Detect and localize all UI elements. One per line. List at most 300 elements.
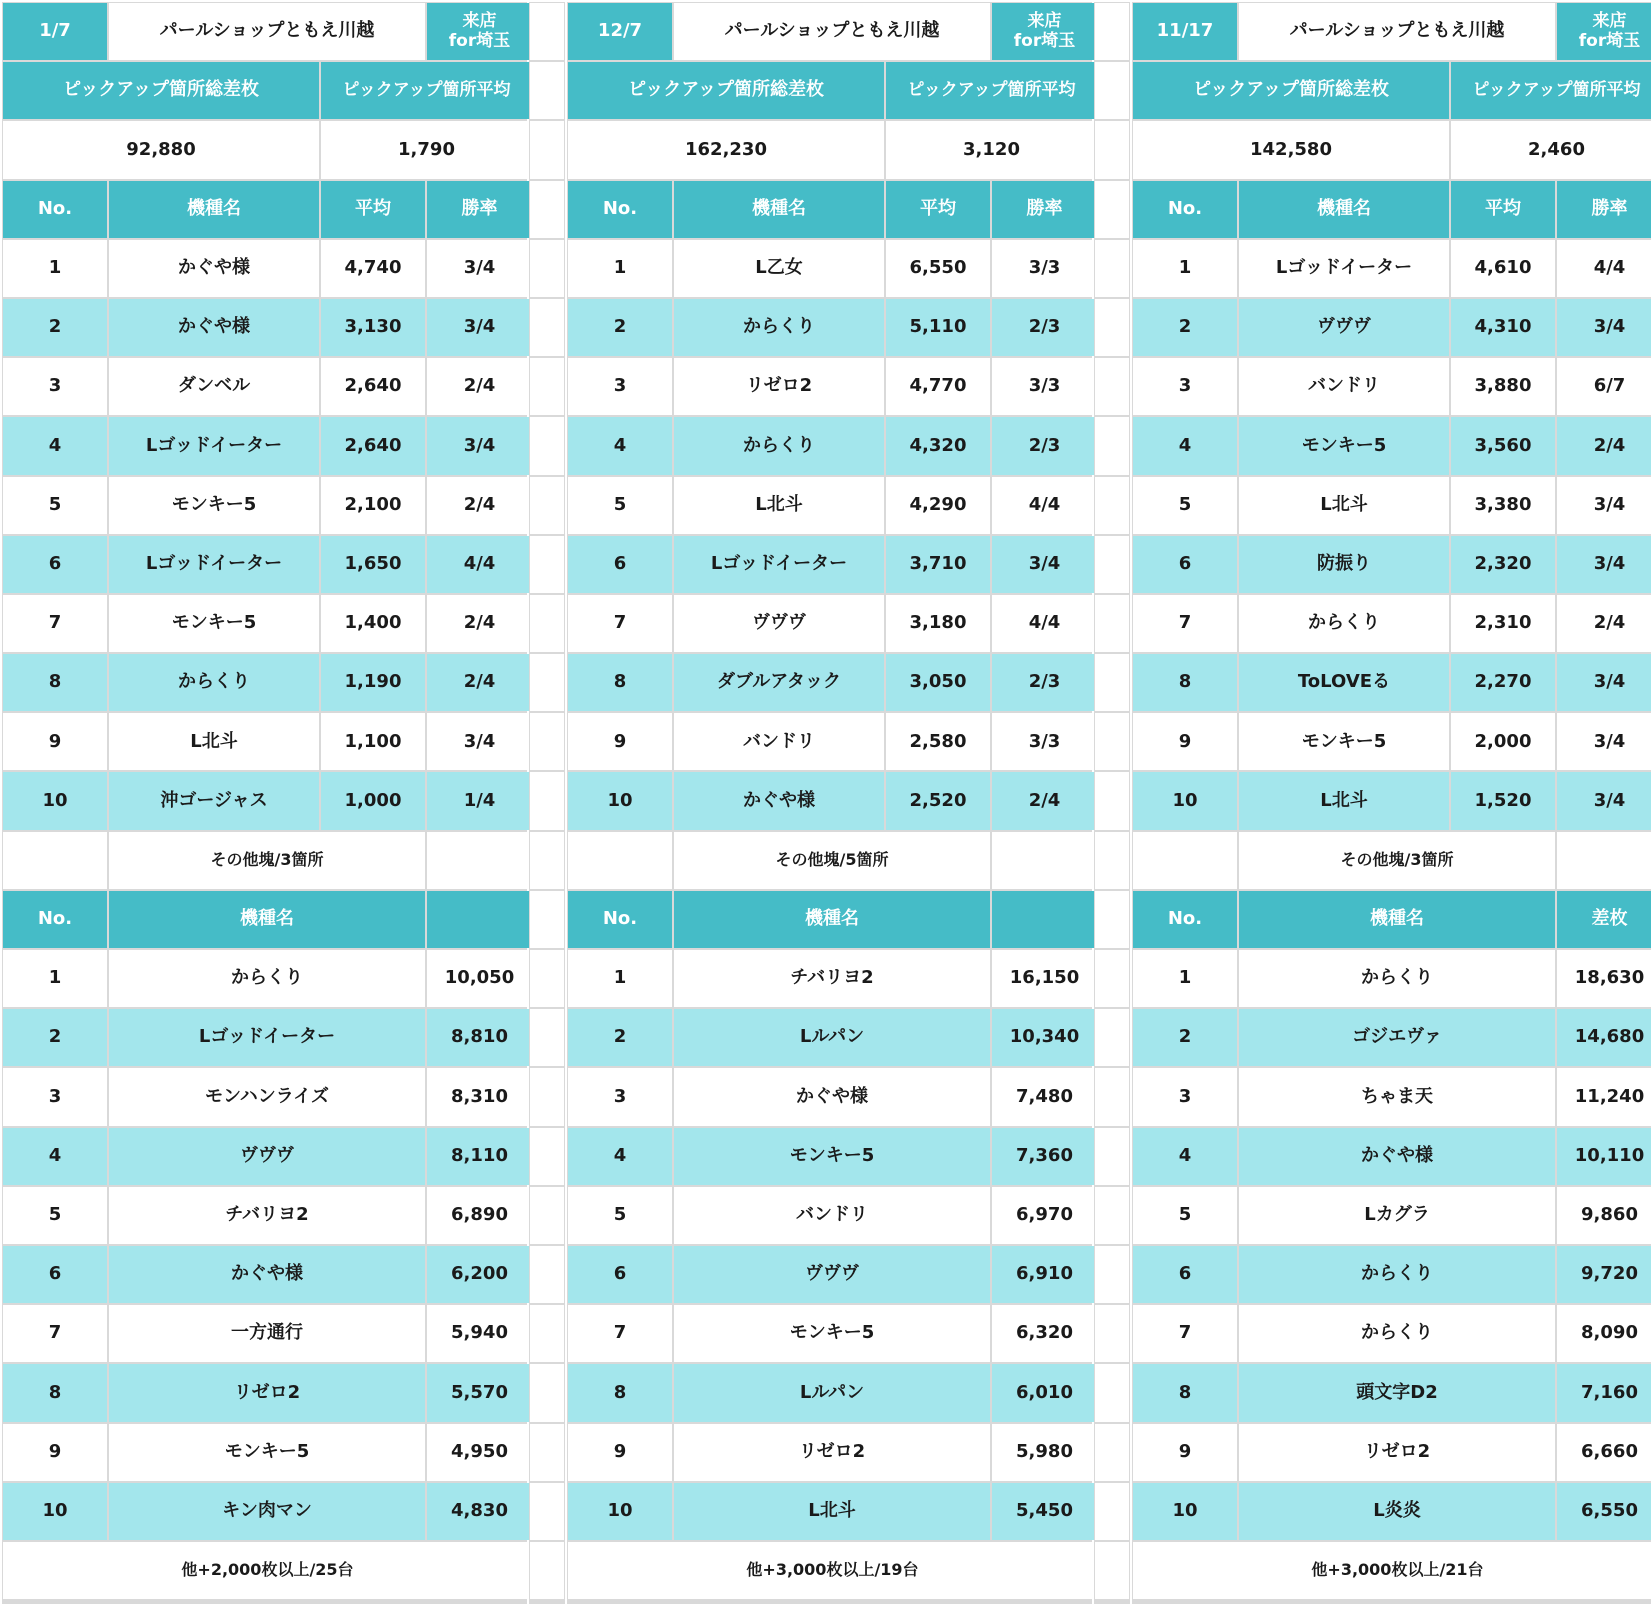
separator-cell	[530, 891, 564, 948]
footer-note: 他+2,000枚以上/25台	[3, 1542, 532, 1599]
machine-diff: 6,910	[992, 1246, 1097, 1303]
separator-cell	[1095, 1305, 1129, 1362]
col-header-avg: 平均	[1451, 181, 1555, 238]
machine-model: 一方通行	[109, 1305, 425, 1362]
ranking-model: かぐや様	[674, 772, 884, 829]
separator-cell	[530, 121, 564, 178]
ranking-model: Lゴッドイーター	[1239, 240, 1449, 297]
blank-cell	[1133, 832, 1237, 889]
col2-header-no: No.	[1133, 891, 1237, 948]
ranking-model: L北斗	[1239, 772, 1449, 829]
col2-header-no: No.	[568, 891, 672, 948]
machine-diff: 6,970	[992, 1187, 1097, 1244]
ranking-avg: 4,310	[1451, 299, 1555, 356]
machine-model: からくり	[1239, 950, 1555, 1007]
ranking-model: かぐや様	[109, 299, 319, 356]
machine-no: 6	[3, 1246, 107, 1303]
ranking-model: かぐや様	[109, 240, 319, 297]
col-header-win: 勝率	[1557, 181, 1651, 238]
ranking-no: 1	[1133, 240, 1237, 297]
machine-diff: 5,450	[992, 1483, 1097, 1540]
machine-no: 3	[3, 1068, 107, 1125]
ranking-model: からくり	[674, 299, 884, 356]
ranking-no: 3	[1133, 358, 1237, 415]
ranking-model: ダブルアタック	[674, 654, 884, 711]
ranking-no: 8	[568, 654, 672, 711]
machine-diff: 14,680	[1557, 1009, 1651, 1066]
ranking-no: 3	[3, 358, 107, 415]
ranking-model: Lゴッドイーター	[109, 536, 319, 593]
other-blocks-note: その他塊/3箇所	[1239, 832, 1555, 889]
machine-model: リゼロ2	[674, 1424, 990, 1481]
date-cell: 11/17	[1133, 3, 1237, 60]
separator-cell	[530, 240, 564, 297]
separator-cell	[1095, 417, 1129, 474]
ranking-no: 2	[568, 299, 672, 356]
ranking-no: 6	[3, 536, 107, 593]
ranking-avg: 4,320	[886, 417, 990, 474]
store-name: パールショップともえ川越	[1239, 3, 1555, 60]
ranking-no: 1	[568, 240, 672, 297]
separator-cell	[530, 3, 564, 60]
machine-model: Lルパン	[674, 1009, 990, 1066]
machine-no: 9	[3, 1424, 107, 1481]
ranking-model: モンキー5	[1239, 713, 1449, 770]
pickup-avg-value: 3,120	[886, 121, 1097, 178]
date-cell: 12/7	[568, 3, 672, 60]
machine-no: 8	[568, 1364, 672, 1421]
ranking-win: 2/3	[992, 417, 1097, 474]
ranking-no: 8	[1133, 654, 1237, 711]
ranking-win: 3/4	[1557, 299, 1651, 356]
ranking-avg: 3,130	[321, 299, 425, 356]
ranking-avg: 1,400	[321, 595, 425, 652]
blank-cell	[427, 832, 532, 889]
ranking-win: 3/3	[992, 240, 1097, 297]
machine-no: 4	[3, 1128, 107, 1185]
ranking-avg: 2,100	[321, 477, 425, 534]
other-blocks-note: その他塊/3箇所	[109, 832, 425, 889]
ranking-no: 4	[568, 417, 672, 474]
ranking-avg: 1,520	[1451, 772, 1555, 829]
footer-note: 他+3,000枚以上/19台	[568, 1542, 1097, 1599]
machine-diff: 8,110	[427, 1128, 532, 1185]
ranking-no: 10	[568, 772, 672, 829]
ranking-no: 7	[3, 595, 107, 652]
ranking-model: モンキー5	[109, 595, 319, 652]
col2-header-no: No.	[3, 891, 107, 948]
separator-cell	[530, 1483, 564, 1540]
col2-header-diff: 差枚	[1557, 891, 1651, 948]
separator-cell	[1095, 121, 1129, 178]
ranking-no: 10	[3, 772, 107, 829]
machine-diff: 10,340	[992, 1009, 1097, 1066]
ranking-avg: 4,740	[321, 240, 425, 297]
machine-no: 2	[568, 1009, 672, 1066]
separator-cell	[1095, 181, 1129, 238]
pickup-total-value: 162,230	[568, 121, 884, 178]
separator-cell	[1095, 1246, 1129, 1303]
separator-cell	[1095, 772, 1129, 829]
separator-cell	[530, 477, 564, 534]
machine-no: 8	[3, 1364, 107, 1421]
ranking-model: L北斗	[1239, 477, 1449, 534]
other-blocks-note: その他塊/5箇所	[674, 832, 990, 889]
machine-model: チバリヨ2	[674, 950, 990, 1007]
ranking-no: 3	[568, 358, 672, 415]
col-header-model: 機種名	[674, 181, 884, 238]
ranking-win: 6/7	[1557, 358, 1651, 415]
event-badge	[992, 3, 1097, 60]
machine-no: 5	[568, 1187, 672, 1244]
machine-model: モンキー5	[109, 1424, 425, 1481]
machine-diff: 6,890	[427, 1187, 532, 1244]
separator-cell	[530, 1246, 564, 1303]
separator-cell	[1095, 358, 1129, 415]
machine-model: かぐや様	[1239, 1128, 1555, 1185]
ranking-win: 1/4	[427, 772, 532, 829]
machine-model: L炎炎	[1239, 1483, 1555, 1540]
pickup-total-value: 92,880	[3, 121, 319, 178]
machine-model: モンハンライズ	[109, 1068, 425, 1125]
ranking-no: 6	[1133, 536, 1237, 593]
ranking-no: 5	[1133, 477, 1237, 534]
machine-model: モンキー5	[674, 1305, 990, 1362]
ranking-model: バンドリ	[674, 713, 884, 770]
separator-cell	[530, 1068, 564, 1125]
machine-model: ちゃま天	[1239, 1068, 1555, 1125]
ranking-model: からくり	[674, 417, 884, 474]
separator-cell	[530, 1542, 564, 1599]
ranking-avg: 3,380	[1451, 477, 1555, 534]
machine-no: 9	[1133, 1424, 1237, 1481]
machine-no: 8	[1133, 1364, 1237, 1421]
ranking-no: 4	[3, 417, 107, 474]
separator-cell	[530, 1424, 564, 1481]
machine-no: 9	[568, 1424, 672, 1481]
pickup-total-label: ピックアップ箇所総差枚	[568, 62, 884, 119]
ranking-avg: 4,770	[886, 358, 990, 415]
ranking-win: 3/4	[1557, 536, 1651, 593]
machine-no: 1	[1133, 950, 1237, 1007]
machine-diff: 8,090	[1557, 1305, 1651, 1362]
separator-cell	[530, 1128, 564, 1185]
col-header-model: 機種名	[1239, 181, 1449, 238]
ranking-win: 2/4	[427, 595, 532, 652]
separator-cell	[1095, 62, 1129, 119]
machine-diff: 6,010	[992, 1364, 1097, 1421]
ranking-win: 3/4	[1557, 477, 1651, 534]
ranking-model: ヴヴヴ	[674, 595, 884, 652]
separator-cell	[530, 950, 564, 1007]
ranking-model: からくり	[109, 654, 319, 711]
machine-no: 3	[1133, 1068, 1237, 1125]
machine-diff: 5,570	[427, 1364, 532, 1421]
ranking-no: 1	[3, 240, 107, 297]
ranking-avg: 2,270	[1451, 654, 1555, 711]
machine-model: Lルパン	[674, 1364, 990, 1421]
ranking-no: 7	[568, 595, 672, 652]
ranking-win: 3/4	[427, 417, 532, 474]
ranking-avg: 2,640	[321, 358, 425, 415]
separator-cell	[1095, 950, 1129, 1007]
ranking-no: 5	[3, 477, 107, 534]
ranking-avg: 3,880	[1451, 358, 1555, 415]
ranking-win: 2/3	[992, 299, 1097, 356]
panel-1	[2, 2, 527, 1604]
separator-cell	[1095, 832, 1129, 889]
ranking-win: 3/4	[1557, 772, 1651, 829]
machine-model: チバリヨ2	[109, 1187, 425, 1244]
separator-cell	[1095, 299, 1129, 356]
separator-cell	[1095, 713, 1129, 770]
ranking-no: 9	[1133, 713, 1237, 770]
machine-diff: 7,480	[992, 1068, 1097, 1125]
event-line-2: for埼玉	[1013, 30, 1076, 51]
pickup-avg-label: ピックアップ箇所平均	[321, 62, 532, 119]
machine-no: 10	[568, 1483, 672, 1540]
ranking-avg: 2,310	[1451, 595, 1555, 652]
ranking-win: 3/4	[427, 713, 532, 770]
ranking-no: 10	[1133, 772, 1237, 829]
pickup-avg-label: ピックアップ箇所平均	[886, 62, 1097, 119]
separator-cell	[1095, 891, 1129, 948]
col2-header-diff	[992, 891, 1097, 948]
event-line-1: 来店	[462, 11, 497, 32]
separator-cell	[530, 299, 564, 356]
ranking-win: 3/4	[1557, 713, 1651, 770]
ranking-win: 3/4	[427, 299, 532, 356]
ranking-model: ToLOVEる	[1239, 654, 1449, 711]
machine-diff: 5,940	[427, 1305, 532, 1362]
event-line-1: 来店	[1592, 11, 1627, 32]
ranking-model: L北斗	[674, 477, 884, 534]
ranking-win: 3/4	[992, 536, 1097, 593]
ranking-avg: 1,100	[321, 713, 425, 770]
machine-diff: 10,110	[1557, 1128, 1651, 1185]
machine-no: 6	[568, 1246, 672, 1303]
separator-cell	[530, 417, 564, 474]
col-header-no: No.	[3, 181, 107, 238]
machine-model: L北斗	[674, 1483, 990, 1540]
ranking-avg: 4,610	[1451, 240, 1555, 297]
blank-cell	[568, 832, 672, 889]
machine-model: ヴヴヴ	[674, 1246, 990, 1303]
ranking-avg: 6,550	[886, 240, 990, 297]
machine-no: 7	[1133, 1305, 1237, 1362]
ranking-model: ヴヴヴ	[1239, 299, 1449, 356]
separator-cell	[1095, 1128, 1129, 1185]
separator-cell	[1095, 240, 1129, 297]
pickup-total-label: ピックアップ箇所総差枚	[1133, 62, 1449, 119]
machine-model: ヴヴヴ	[109, 1128, 425, 1185]
separator-1	[529, 2, 565, 1604]
ranking-win: 2/4	[1557, 595, 1651, 652]
ranking-avg: 2,320	[1451, 536, 1555, 593]
machine-model: からくり	[1239, 1246, 1555, 1303]
separator-cell	[530, 62, 564, 119]
machine-diff: 11,240	[1557, 1068, 1651, 1125]
machine-no: 2	[3, 1009, 107, 1066]
machine-model: かぐや様	[674, 1068, 990, 1125]
ranking-avg: 2,000	[1451, 713, 1555, 770]
separator-cell	[530, 1305, 564, 1362]
ranking-model: ダンベル	[109, 358, 319, 415]
store-name: パールショップともえ川越	[674, 3, 990, 60]
col-header-avg: 平均	[886, 181, 990, 238]
ranking-win: 4/4	[992, 477, 1097, 534]
separator-cell	[1095, 1187, 1129, 1244]
machine-model: ゴジエヴァ	[1239, 1009, 1555, 1066]
pickup-avg-label: ピックアップ箇所平均	[1451, 62, 1651, 119]
ranking-avg: 3,180	[886, 595, 990, 652]
ranking-no: 2	[3, 299, 107, 356]
machine-model: からくり	[1239, 1305, 1555, 1362]
ranking-avg: 2,520	[886, 772, 990, 829]
pickup-avg-value: 1,790	[321, 121, 532, 178]
machine-diff: 4,830	[427, 1483, 532, 1540]
ranking-no: 6	[568, 536, 672, 593]
ranking-model: バンドリ	[1239, 358, 1449, 415]
col2-header-model: 機種名	[674, 891, 990, 948]
machine-no: 7	[3, 1305, 107, 1362]
machine-diff: 6,200	[427, 1246, 532, 1303]
separator-cell	[530, 181, 564, 238]
ranking-model: モンキー5	[109, 477, 319, 534]
ranking-avg: 2,640	[321, 417, 425, 474]
machine-no: 7	[568, 1305, 672, 1362]
blank-cell	[1557, 832, 1651, 889]
separator-cell	[530, 832, 564, 889]
ranking-model: Lゴッドイーター	[109, 417, 319, 474]
ranking-win: 4/4	[1557, 240, 1651, 297]
separator-cell	[1095, 1068, 1129, 1125]
separator-cell	[530, 713, 564, 770]
ranking-no: 8	[3, 654, 107, 711]
machine-model: Lカグラ	[1239, 1187, 1555, 1244]
ranking-avg: 1,650	[321, 536, 425, 593]
col2-header-model: 機種名	[109, 891, 425, 948]
machine-diff: 6,660	[1557, 1424, 1651, 1481]
ranking-avg: 3,710	[886, 536, 990, 593]
machine-no: 3	[568, 1068, 672, 1125]
separator-cell	[530, 358, 564, 415]
ranking-model: 防振り	[1239, 536, 1449, 593]
event-badge	[427, 3, 532, 60]
machine-no: 5	[1133, 1187, 1237, 1244]
ranking-no: 9	[3, 713, 107, 770]
machine-diff: 8,810	[427, 1009, 532, 1066]
ranking-win: 3/3	[992, 358, 1097, 415]
separator-cell	[530, 1364, 564, 1421]
machine-diff: 6,320	[992, 1305, 1097, 1362]
machine-model: かぐや様	[109, 1246, 425, 1303]
machine-diff: 6,550	[1557, 1483, 1651, 1540]
separator-cell	[1095, 1483, 1129, 1540]
ranking-no: 4	[1133, 417, 1237, 474]
pickup-total-value: 142,580	[1133, 121, 1449, 178]
separator-cell	[530, 595, 564, 652]
col-header-win: 勝率	[992, 181, 1097, 238]
ranking-win: 3/3	[992, 713, 1097, 770]
machine-diff: 7,360	[992, 1128, 1097, 1185]
separator-cell	[1095, 536, 1129, 593]
machine-model: モンキー5	[674, 1128, 990, 1185]
ranking-win: 4/4	[992, 595, 1097, 652]
machine-diff: 16,150	[992, 950, 1097, 1007]
ranking-avg: 1,190	[321, 654, 425, 711]
ranking-model: Lゴッドイーター	[674, 536, 884, 593]
col-header-win: 勝率	[427, 181, 532, 238]
machine-no: 10	[1133, 1483, 1237, 1540]
ranking-avg: 1,000	[321, 772, 425, 829]
separator-cell	[530, 1009, 564, 1066]
machine-diff: 18,630	[1557, 950, 1651, 1007]
ranking-avg: 3,050	[886, 654, 990, 711]
col2-header-diff	[427, 891, 532, 948]
ranking-win: 2/4	[1557, 417, 1651, 474]
event-line-1: 来店	[1027, 11, 1062, 32]
separator-cell	[530, 1187, 564, 1244]
ranking-win: 2/4	[427, 358, 532, 415]
ranking-no: 2	[1133, 299, 1237, 356]
ranking-avg: 3,560	[1451, 417, 1555, 474]
panel-3	[1132, 2, 1651, 1604]
ranking-avg: 4,290	[886, 477, 990, 534]
col-header-avg: 平均	[321, 181, 425, 238]
ranking-model: L北斗	[109, 713, 319, 770]
ranking-win: 3/4	[1557, 654, 1651, 711]
separator-cell	[1095, 477, 1129, 534]
ranking-win: 2/4	[427, 477, 532, 534]
ranking-no: 5	[568, 477, 672, 534]
machine-diff: 10,050	[427, 950, 532, 1007]
panel-2	[567, 2, 1092, 1604]
ranking-model: 沖ゴージャス	[109, 772, 319, 829]
ranking-win: 2/3	[992, 654, 1097, 711]
event-line-2: for埼玉	[1578, 30, 1641, 51]
machine-diff: 9,860	[1557, 1187, 1651, 1244]
ranking-no: 9	[568, 713, 672, 770]
blank-cell	[992, 832, 1097, 889]
pickup-total-label: ピックアップ箇所総差枚	[3, 62, 319, 119]
machine-no: 2	[1133, 1009, 1237, 1066]
col-header-no: No.	[1133, 181, 1237, 238]
ranking-win: 2/4	[992, 772, 1097, 829]
machine-model: 頭文字D2	[1239, 1364, 1555, 1421]
separator-cell	[1095, 3, 1129, 60]
event-badge	[1557, 3, 1651, 60]
separator-cell	[1095, 1542, 1129, 1599]
ranking-win: 2/4	[427, 654, 532, 711]
machine-model: バンドリ	[674, 1187, 990, 1244]
ranking-no: 7	[1133, 595, 1237, 652]
event-line-2: for埼玉	[448, 30, 511, 51]
store-name: パールショップともえ川越	[109, 3, 425, 60]
ranking-avg: 2,580	[886, 713, 990, 770]
ranking-model: からくり	[1239, 595, 1449, 652]
machine-diff: 7,160	[1557, 1364, 1651, 1421]
machine-model: Lゴッドイーター	[109, 1009, 425, 1066]
machine-diff: 8,310	[427, 1068, 532, 1125]
machine-no: 6	[1133, 1246, 1237, 1303]
machine-model: リゼロ2	[1239, 1424, 1555, 1481]
ranking-model: L乙女	[674, 240, 884, 297]
machine-diff: 4,950	[427, 1424, 532, 1481]
machine-no: 10	[3, 1483, 107, 1540]
col-header-no: No.	[568, 181, 672, 238]
machine-diff: 9,720	[1557, 1246, 1651, 1303]
